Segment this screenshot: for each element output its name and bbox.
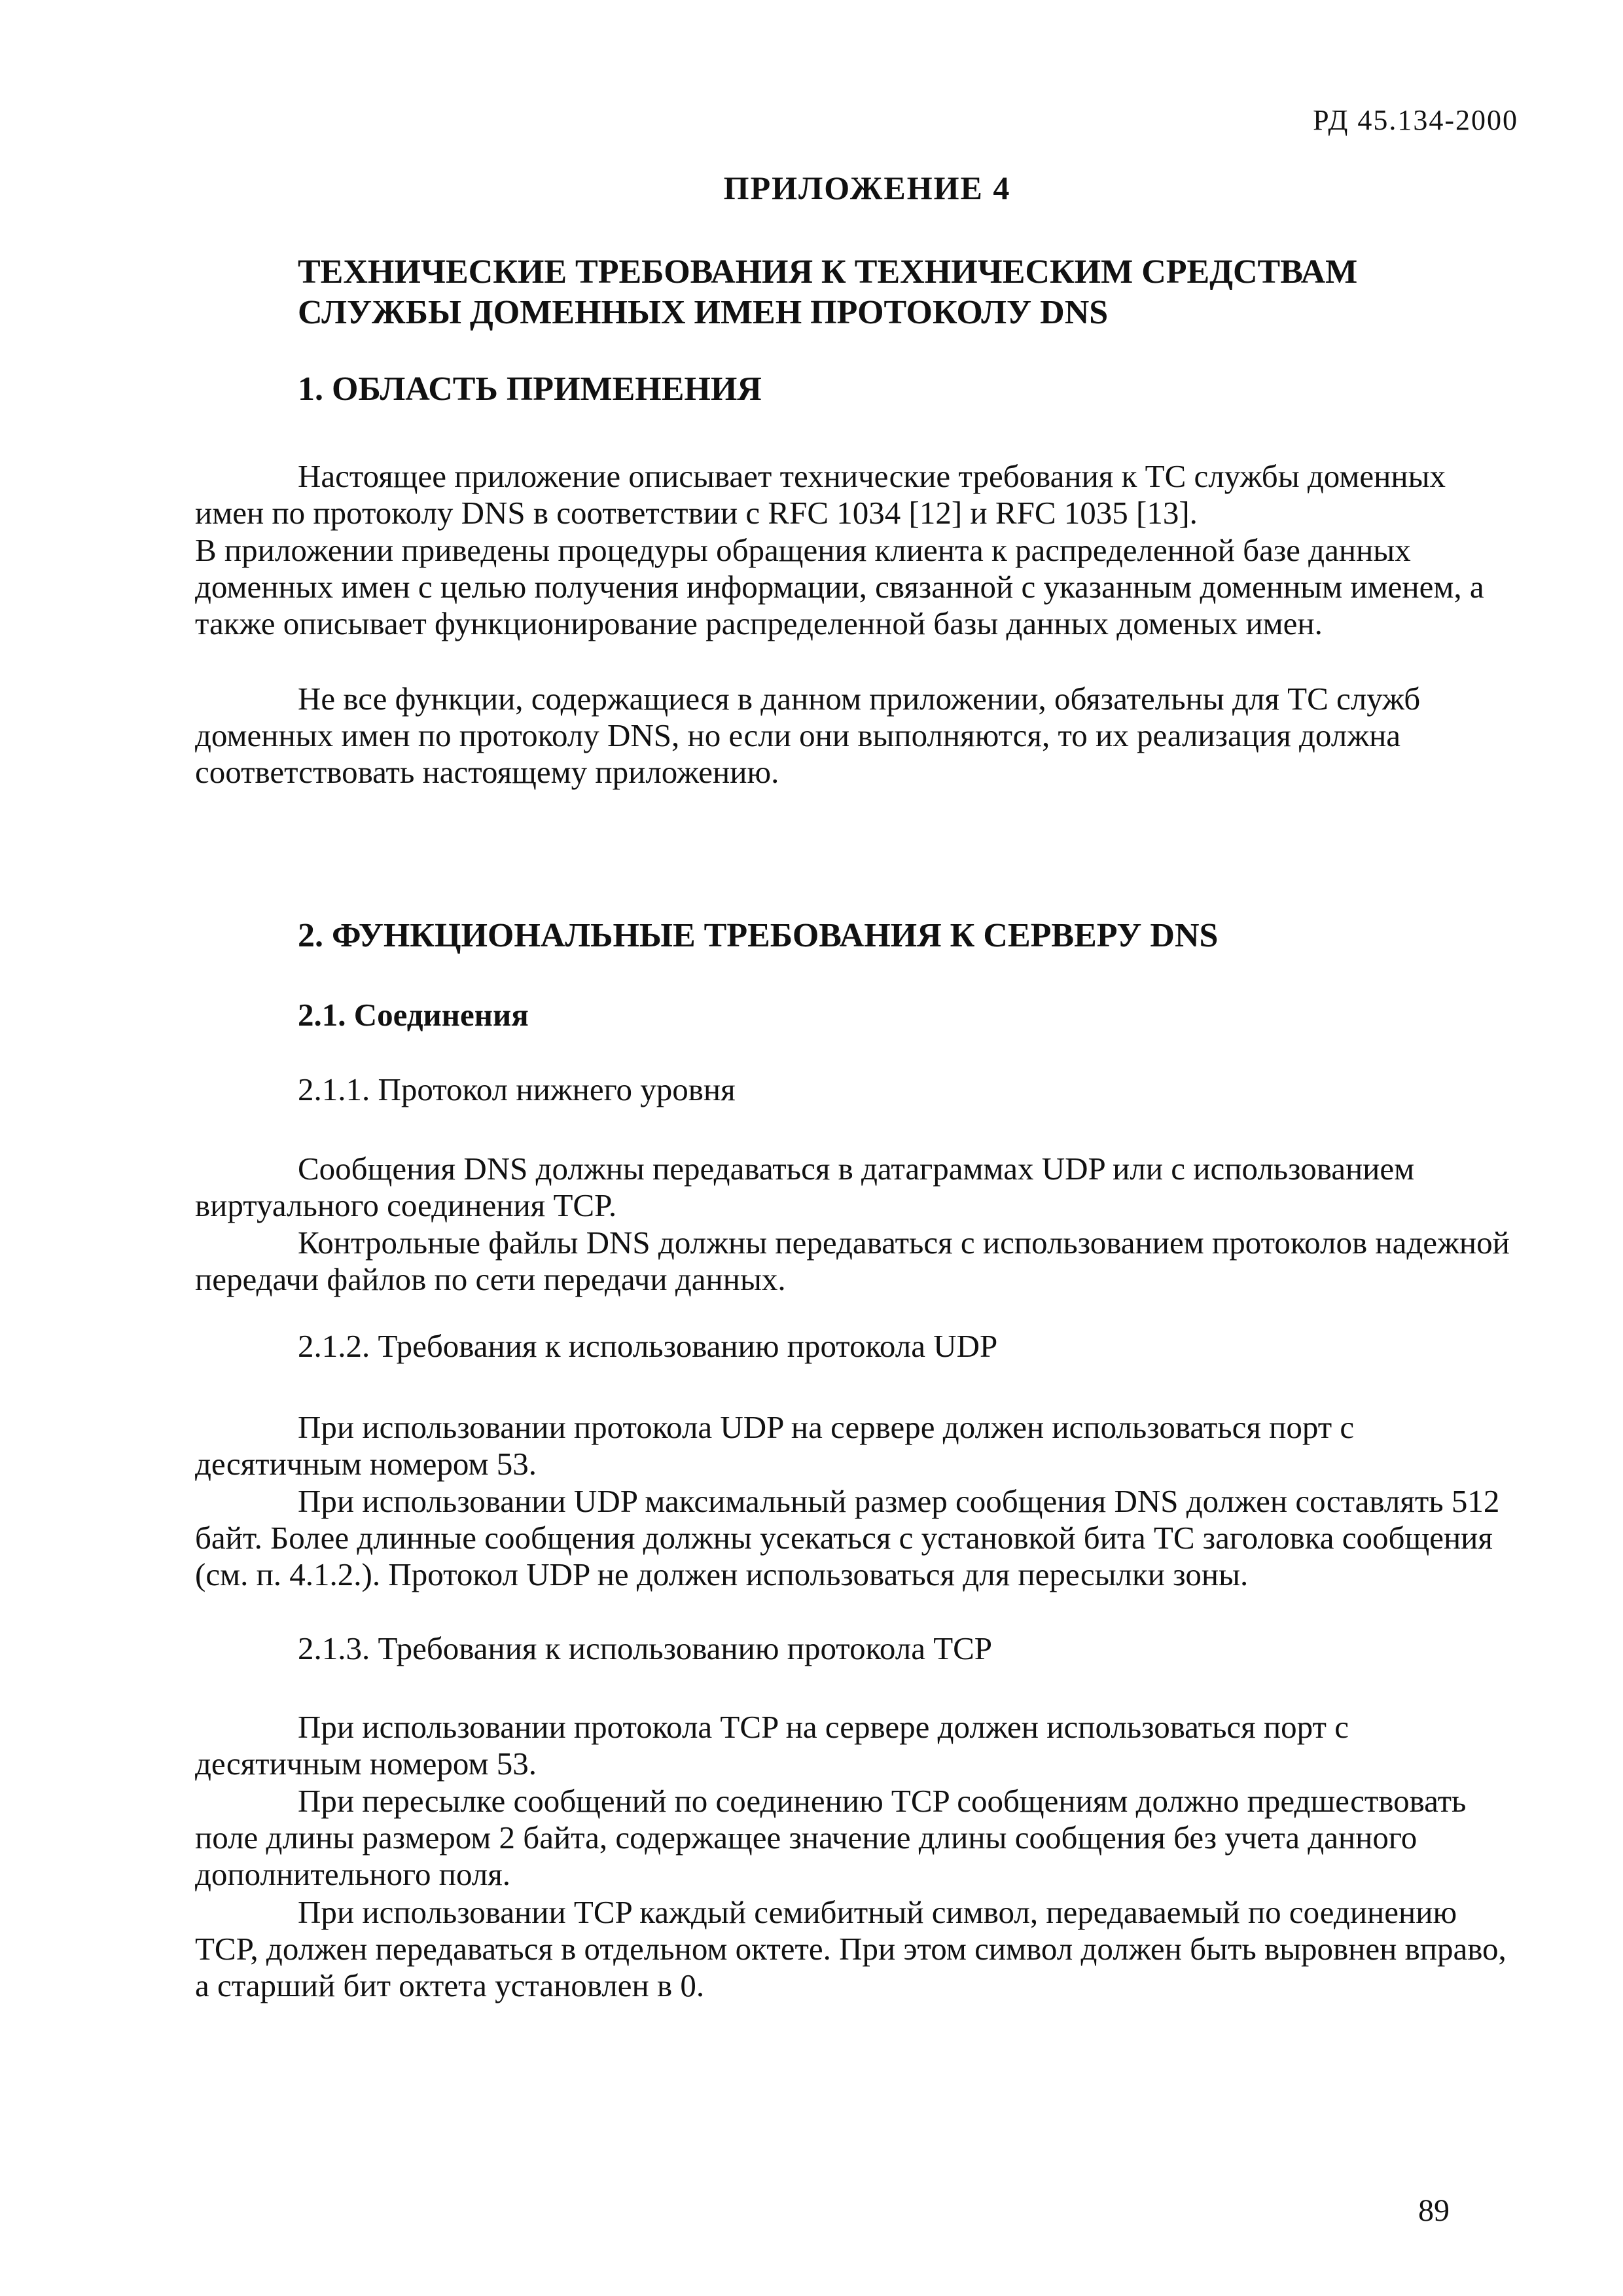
section-2-1-2-heading: 2.1.2. Требования к использованию протокола UDP bbox=[298, 1328, 998, 1364]
section-1-paragraph-2: В приложении приведены процедуры обращения клиента к распределенной базе данных доменных имен с целью получения информации, связанной с указанным доменным именем, а также описывает функционирование распределенной базы данных доменых имен. bbox=[195, 532, 1484, 641]
section-2-1-3-paragraph-2: При пересылке сообщений по соединению TCP сообщениям должно предшествовать поле длины размером 2 байта, содержащее значение длины сообщения без учета данного дополнительного поля. bbox=[195, 1783, 1467, 1892]
section-2-1-1-paragraph-1: Сообщения DNS должны передаваться в датаграммах UDP или с использованием виртуального соединения TCP. bbox=[195, 1151, 1415, 1223]
section-2-1-3-paragraph-3: При использовании TCP каждый семибитный символ, передаваемый по соединению TCP, должен передаваться в отдельном октете. При этом символ должен быть выровнен вправо, а старший бит октета установлен в 0. bbox=[195, 1894, 1507, 2003]
page-number: 89 bbox=[1418, 2193, 1450, 2228]
section-1-paragraph-3: Не все функции, содержащиеся в данном приложении, обязательны для ТС служб доменных имен по протоколу DNS, но если они выполняются, то их реализация должна соответствовать настоящему приложению. bbox=[195, 681, 1421, 790]
main-title: ТЕХНИЧЕСКИЕ ТРЕБОВАНИЯ К ТЕХНИЧЕСКИМ СРЕДСТВАМ СЛУЖБЫ ДОМЕННЫХ ИМЕН ПРОТОКОЛУ DNS bbox=[298, 253, 1358, 331]
appendix-title: ПРИЛОЖЕНИЕ 4 bbox=[723, 170, 1011, 206]
section-1-heading: 1. ОБЛАСТЬ ПРИМЕНЕНИЯ bbox=[298, 370, 762, 408]
section-2-1-3-paragraph-1: При использовании протокола TCP на сервере должен использоваться порт с десятичным номером 53. bbox=[195, 1709, 1349, 1782]
section-2-heading: 2. ФУНКЦИОНАЛЬНЫЕ ТРЕБОВАНИЯ К СЕРВЕРУ DNS bbox=[298, 917, 1219, 954]
section-2-1-3-heading: 2.1.3. Требования к использованию протокола TCP bbox=[298, 1630, 993, 1666]
section-2-1-2-paragraph-2: При использовании UDP максимальный размер сообщения DNS должен составлять 512 байт. Более длинные сообщения должны усекаться с установкой бита ТС заголовка сообщения (см. п. 4.1.2.). Протокол UDP не должен использоваться для пересылки зоны. bbox=[195, 1483, 1500, 1592]
section-2-1-1-paragraph-2: Контрольные файлы DNS должны передаваться с использованием протоколов надежной передачи файлов по сети передачи данных. bbox=[195, 1225, 1510, 1297]
section-2-1-1-heading: 2.1.1. Протокол нижнего уровня bbox=[298, 1071, 736, 1107]
document-code: РД 45.134-2000 bbox=[1313, 104, 1518, 136]
section-2-1-2-paragraph-1: При использовании протокола UDP на сервере должен использоваться порт с десятичным номером 53. bbox=[195, 1409, 1355, 1482]
section-1-paragraph-1: Настоящее приложение описывает технические требования к ТС службы доменных имен по протоколу DNS в соответствии с RFC 1034 [12] и RFC 1035 [13]. bbox=[195, 458, 1446, 531]
section-2-1-heading: 2.1. Соединения bbox=[298, 997, 529, 1033]
